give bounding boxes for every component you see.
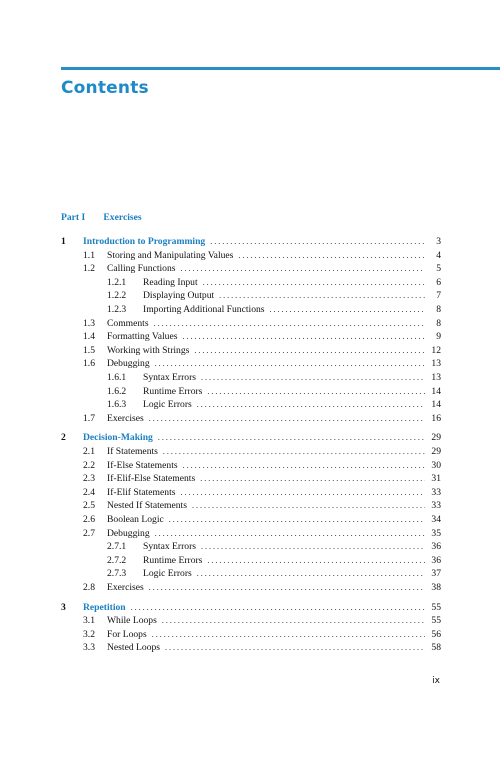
dot-leader — [162, 616, 425, 625]
toc-subsection-entry[interactable] — [61, 386, 441, 399]
entry-number: 2.2 — [83, 459, 95, 471]
entry-title: Runtime Errors — [143, 385, 203, 397]
entry-page-number: 8 — [436, 304, 441, 315]
toc-section-entry[interactable] — [61, 446, 441, 459]
toc-subsection-entry[interactable] — [61, 277, 441, 290]
entry-title: Runtime Errors — [143, 554, 203, 566]
toc-section-entry[interactable] — [61, 500, 441, 513]
entry-number: 2 — [61, 432, 66, 444]
toc-section-entry[interactable] — [61, 413, 441, 426]
entry-number: 2.3 — [83, 473, 95, 485]
entry-number: 1.5 — [83, 344, 95, 356]
entry-number: 3.2 — [83, 628, 95, 640]
entry-number: 1.6 — [83, 358, 95, 370]
entry-title: Calling Functions — [107, 263, 176, 275]
dot-leader — [155, 529, 425, 538]
entry-page-number: 9 — [436, 331, 441, 343]
dot-leader — [200, 474, 425, 483]
entry-page-number: 33 — [431, 486, 441, 498]
entry-title: Exercises — [107, 412, 144, 424]
entry-number: 2.8 — [83, 582, 95, 593]
dot-leader — [219, 291, 425, 300]
entry-page-number: 13 — [431, 372, 441, 383]
toc-section-entry[interactable] — [61, 263, 441, 276]
entry-page-number: 30 — [431, 459, 441, 471]
entry-number: 2.1 — [83, 446, 95, 457]
entry-number: 1.4 — [83, 331, 95, 343]
entry-number: 3.1 — [83, 615, 95, 627]
entry-title: If-Else Statements — [107, 459, 178, 471]
entry-title: Nested Loops — [107, 642, 161, 654]
dot-leader — [197, 400, 425, 409]
dot-leader — [163, 447, 425, 456]
entry-page-number: 58 — [431, 642, 441, 654]
entry-page-number: 14 — [431, 399, 441, 411]
part-number: Part I — [61, 212, 86, 223]
entry-title: Boolean Logic — [107, 514, 164, 525]
dot-leader — [181, 264, 426, 273]
toc-subsection-entry[interactable] — [61, 555, 441, 568]
entry-page-number: 36 — [431, 554, 441, 566]
entry-number: 1.2.2 — [107, 290, 127, 302]
toc-section-entry[interactable] — [61, 582, 441, 595]
entry-number: 1.2 — [83, 263, 95, 275]
entry-page-number: 3 — [436, 236, 441, 247]
toc-section-entry[interactable] — [61, 460, 441, 473]
entry-title: Logic Errors — [143, 568, 192, 580]
entry-number: 2.6 — [83, 514, 95, 525]
toc-section-entry[interactable] — [61, 250, 441, 263]
entry-title: Debugging — [107, 527, 150, 539]
toc-section-entry[interactable] — [61, 331, 441, 344]
entry-number: 1.6.2 — [107, 385, 127, 397]
entry-page-number: 16 — [431, 412, 441, 424]
toc-chapter-entry[interactable] — [61, 432, 441, 445]
entry-number: 1.3 — [83, 317, 95, 329]
dot-leader — [207, 556, 425, 565]
entry-page-number: 37 — [431, 568, 441, 580]
entry-title: Syntax Errors — [143, 541, 197, 553]
entry-page-number: 55 — [431, 601, 441, 613]
toc-subsection-entry[interactable] — [61, 568, 441, 581]
entry-number: 1.7 — [83, 412, 95, 424]
entry-number: 1.2.3 — [107, 304, 127, 315]
entry-page-number: 29 — [431, 432, 441, 444]
dot-leader — [238, 251, 425, 260]
entry-title: Displaying Output — [143, 290, 215, 302]
entry-page-number: 56 — [431, 628, 441, 640]
dot-leader — [194, 346, 425, 355]
toc-section-entry[interactable] — [61, 642, 441, 655]
entry-title: Logic Errors — [143, 399, 192, 411]
toc-subsection-entry[interactable] — [61, 541, 441, 554]
entry-title: Decision-Making — [83, 432, 153, 444]
entry-title: While Loops — [107, 615, 157, 627]
entry-page-number: 55 — [431, 615, 441, 627]
dot-leader — [149, 583, 425, 592]
entry-number: 1.6.1 — [107, 372, 127, 383]
header-rule — [61, 67, 500, 70]
dot-leader — [155, 359, 425, 368]
dot-leader — [201, 542, 425, 551]
entry-page-number: 29 — [431, 446, 441, 457]
toc-section-entry[interactable] — [61, 487, 441, 500]
dot-leader — [165, 643, 425, 652]
entry-number: 3.3 — [83, 642, 95, 654]
entry-page-number: 38 — [431, 582, 441, 593]
toc-section-entry[interactable] — [61, 318, 441, 331]
entry-number: 1.2.1 — [107, 276, 127, 288]
entry-title: Syntax Errors — [143, 372, 197, 383]
entry-number: 1.6.3 — [107, 399, 127, 411]
entry-number: 2.7.2 — [107, 554, 127, 566]
toc-chapter-entry[interactable] — [61, 236, 441, 249]
entry-title: Working with Strings — [107, 344, 190, 356]
dot-leader — [183, 461, 425, 470]
entry-page-number: 5 — [436, 263, 441, 275]
entry-title: Formatting Values — [107, 331, 178, 343]
entry-title: Exercises — [107, 582, 144, 593]
toc-chapter-entry[interactable] — [61, 602, 441, 615]
toc-section-entry[interactable] — [61, 528, 441, 541]
entry-page-number: 7 — [436, 290, 441, 302]
entry-title: Introduction to Programming — [83, 236, 206, 247]
toc-section-entry[interactable] — [61, 358, 441, 371]
dot-leader — [197, 569, 425, 578]
entry-number: 2.5 — [83, 500, 95, 512]
entry-page-number: 14 — [431, 385, 441, 397]
dot-leader — [192, 501, 425, 510]
entry-page-number: 36 — [431, 541, 441, 553]
entry-page-number: 35 — [431, 527, 441, 539]
entry-title: Debugging — [107, 358, 150, 370]
entry-title: Nested If Statements — [107, 500, 187, 512]
entry-number: 1.1 — [83, 249, 95, 261]
dot-leader — [169, 515, 425, 524]
entry-title: If-Elif Statements — [107, 486, 176, 498]
page-title: Contents — [61, 78, 149, 98]
entry-number: 2.7.1 — [107, 541, 127, 553]
entry-page-number: 12 — [431, 344, 441, 356]
entry-page-number: 4 — [436, 249, 441, 261]
entry-page-number: 13 — [431, 358, 441, 370]
toc-subsection-entry[interactable] — [61, 304, 441, 317]
dot-leader — [149, 414, 425, 423]
part-heading — [61, 212, 142, 223]
entry-title: For Loops — [107, 628, 147, 640]
entry-number: 2.4 — [83, 486, 95, 498]
toc-section-entry[interactable] — [61, 345, 441, 358]
entry-page-number: 31 — [431, 473, 441, 485]
toc-subsection-entry[interactable] — [61, 399, 441, 412]
dot-leader — [158, 433, 425, 442]
entry-page-number: 8 — [436, 317, 441, 329]
dot-leader — [180, 488, 425, 497]
entry-page-number: 34 — [431, 514, 441, 525]
entry-number: 2.7 — [83, 527, 95, 539]
entry-number: 2.7.3 — [107, 568, 127, 580]
dot-leader — [154, 319, 425, 328]
dot-leader — [270, 305, 425, 314]
entry-title: If Statements — [107, 446, 158, 457]
entry-page-number: 6 — [436, 276, 441, 288]
entry-title: Storing and Manipulating Values — [107, 249, 234, 261]
toc-subsection-entry[interactable] — [61, 290, 441, 303]
entry-page-number: 33 — [431, 500, 441, 512]
entry-number: 1 — [61, 236, 66, 247]
entry-title: Repetition — [83, 601, 126, 613]
toc-section-entry[interactable] — [61, 615, 441, 628]
page-number: ix — [432, 676, 440, 686]
toc-subsection-entry[interactable] — [61, 372, 441, 385]
entry-title: Comments — [107, 317, 149, 329]
dot-leader — [131, 603, 425, 612]
entry-title: Reading Input — [143, 276, 198, 288]
entry-number: 3 — [61, 601, 66, 613]
dot-leader — [210, 237, 425, 246]
entry-title: If-Elif-Else Statements — [107, 473, 196, 485]
part-title: Exercises — [103, 212, 142, 223]
entry-title: Importing Additional Functions — [143, 304, 265, 315]
dot-leader — [207, 387, 425, 396]
toc-section-entry[interactable] — [61, 473, 441, 486]
toc-section-entry[interactable] — [61, 514, 441, 527]
toc-section-entry[interactable] — [61, 629, 441, 642]
dot-leader — [152, 630, 425, 639]
dot-leader — [201, 373, 425, 382]
dot-leader — [182, 332, 425, 341]
dot-leader — [203, 278, 425, 287]
